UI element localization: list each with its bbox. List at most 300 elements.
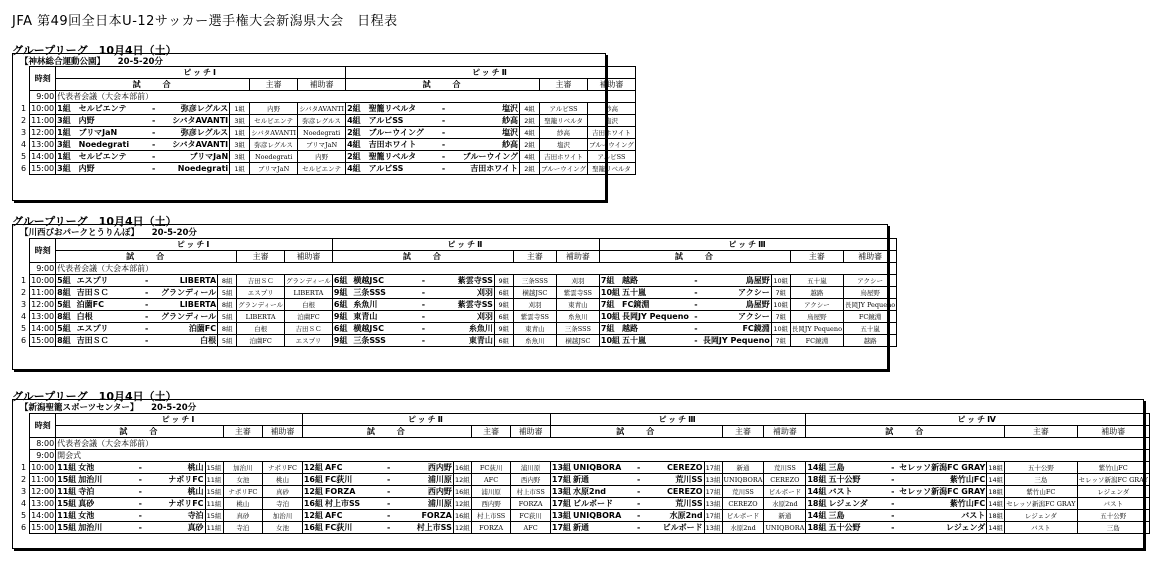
match-header: 試 合	[346, 79, 540, 91]
referee-team: 五十嵐	[790, 275, 843, 287]
referee-group: 13組	[705, 499, 721, 508]
referee-team: 鳥屋野	[790, 311, 843, 323]
assistant-team: 横越JSC	[556, 335, 599, 347]
away-team: 紫雲寺SS	[429, 299, 494, 311]
home-team: 吉田ＳＣ	[76, 287, 141, 299]
group-label: 14組	[807, 510, 827, 520]
referee-team: CEREZO	[722, 498, 764, 510]
home-team: 五十公野	[827, 474, 887, 486]
group-label: 9組	[332, 335, 352, 347]
away-team: 塩沢	[450, 127, 520, 139]
referee-group: 1組	[230, 163, 250, 175]
note-text: 代表者会議（大会本部前）	[56, 438, 1150, 450]
home-team: 水原2nd	[572, 486, 633, 498]
referee-group: 8組	[218, 299, 237, 311]
table-row	[20, 127, 635, 139]
referee-team: 村上市SS	[471, 510, 511, 522]
referee-team: 浦川原	[471, 486, 511, 498]
versus-dash: -	[438, 115, 450, 127]
referee-team: 内野	[250, 103, 298, 115]
away-team: 桃山	[146, 486, 205, 498]
referee-group: 2組	[520, 139, 540, 151]
group-label: 15組	[57, 474, 77, 484]
assistant-header: 補助審	[511, 426, 551, 438]
away-team: 紫竹山FC	[898, 498, 987, 510]
time-header: 時刻	[30, 67, 56, 91]
versus-dash: -	[690, 311, 702, 323]
referee-header: 主審	[790, 251, 843, 263]
group-label: 5組	[56, 275, 76, 287]
time-header: 時刻	[30, 239, 56, 263]
home-team: 横越JSC	[352, 323, 417, 335]
versus-dash: -	[417, 299, 429, 311]
versus-dash: -	[148, 163, 160, 175]
referee-group: 12組	[454, 523, 470, 532]
group-label: 1組	[56, 103, 78, 115]
pitch-header: ピッチⅠ	[56, 67, 346, 79]
kickoff-time: 14:00	[31, 323, 55, 333]
versus-dash: -	[135, 474, 146, 486]
group-label: 16組	[303, 474, 323, 484]
away-team: シバタAVANTI	[160, 139, 230, 151]
versus-dash: -	[887, 522, 898, 534]
group-label: 16組	[303, 522, 323, 532]
versus-dash: -	[633, 462, 644, 474]
away-team: 紫竹山FC	[898, 474, 987, 486]
row-number: 5	[20, 323, 30, 335]
versus-dash: -	[135, 510, 146, 522]
referee-group: 4組	[520, 103, 540, 115]
referee-group: 9組	[494, 275, 513, 287]
away-team: ブルーウイング	[450, 151, 520, 163]
referee-group: 5組	[218, 287, 237, 299]
table-row	[20, 103, 635, 115]
pitch-header: ピッチⅢ	[599, 239, 896, 251]
versus-dash: -	[141, 335, 153, 347]
pitch-header: ピッチⅡ	[346, 67, 636, 79]
row-number: 3	[20, 299, 30, 311]
assistant-header: 補助審	[843, 251, 896, 263]
assistant-team: ブリマJaN	[298, 139, 346, 151]
referee-team: 弥彦レグルス	[250, 139, 298, 151]
referee-group: 11組	[206, 523, 222, 532]
home-team: FC荻川	[324, 522, 383, 534]
away-team: レジェンダ	[898, 522, 987, 534]
away-team: 紫雲寺SS	[429, 275, 494, 287]
group-label: 8組	[56, 335, 76, 347]
group-label: 8組	[56, 287, 76, 299]
home-team: 真砂	[77, 498, 135, 510]
pitch-header: ピッチⅡ	[302, 414, 550, 426]
kickoff-time: 11:00	[31, 115, 55, 125]
home-team: UNIQBORA	[572, 462, 633, 474]
home-team: 五十公野	[827, 522, 887, 534]
group-label: 9組	[332, 311, 352, 323]
home-team: 三島	[827, 510, 887, 522]
referee-group: 10組	[771, 323, 790, 335]
home-team: アルビSS	[368, 163, 438, 175]
versus-dash: -	[690, 299, 702, 311]
referee-team: 寺泊	[223, 522, 263, 534]
assistant-team: 鳥屋野	[843, 287, 896, 299]
versus-dash: -	[438, 127, 450, 139]
away-team: 泊薗FC	[153, 323, 218, 335]
away-team: ビルボード	[644, 522, 704, 534]
group-title: グループリーグ 10月4日（土）	[12, 215, 177, 228]
table-row	[20, 335, 897, 347]
group-label: 6組	[332, 323, 352, 335]
referee-team: 泊薗FC	[237, 335, 285, 347]
referee-group: 15組	[206, 511, 222, 520]
home-team: FC荻川	[324, 474, 383, 486]
referee-group: 17組	[705, 463, 721, 472]
versus-dash: -	[135, 462, 146, 474]
referee-group: 6組	[494, 311, 513, 323]
group-label: 6組	[332, 299, 352, 311]
referee-team: 紗高	[540, 127, 588, 139]
away-team: 長岡JY Pequeno	[702, 335, 770, 345]
row-number: 1	[20, 275, 30, 287]
referee-team: エスプリ	[237, 287, 285, 299]
referee-team: アルビSS	[540, 103, 588, 115]
versus-dash: -	[141, 287, 153, 299]
assistant-team: 吉田ホワイト	[587, 127, 635, 139]
group-label: 12組	[303, 510, 323, 520]
assistant-team: 泊薗FC	[285, 311, 333, 323]
referee-header: 主審	[237, 251, 285, 263]
assistant-team: セレッソ新潟FC GRAY	[1078, 475, 1148, 484]
table-row	[20, 151, 635, 163]
kickoff-time: 12:00	[31, 299, 55, 309]
home-team: 聖籠リベルタ	[368, 151, 438, 163]
home-team: 聖籠リベルタ	[368, 103, 438, 115]
away-team: アクシー	[702, 287, 771, 299]
assistant-team: 荒川SS	[764, 462, 806, 474]
group-title: グループリーグ 10月4日（土）	[12, 44, 177, 57]
versus-dash: -	[887, 462, 898, 474]
versus-dash: -	[438, 151, 450, 163]
pitch-header: ピッチⅢ	[550, 414, 805, 426]
referee-team: 東青山	[513, 323, 556, 335]
table-row	[20, 323, 897, 335]
referee-team: FC荻川	[471, 462, 511, 474]
assistant-team: 桃山	[263, 474, 303, 486]
group-label: 3組	[56, 139, 78, 151]
versus-dash: -	[141, 275, 153, 287]
kickoff-time: 11:00	[31, 474, 55, 484]
away-team: 紗高	[450, 139, 520, 151]
versus-dash: -	[633, 522, 644, 534]
assistant-team: 水原2nd	[764, 498, 806, 510]
away-team: 塩沢	[450, 103, 520, 115]
referee-group: 17組	[705, 487, 721, 496]
referee-group: 14組	[988, 475, 1004, 484]
home-team: AFC	[324, 510, 383, 522]
row-number: 2	[20, 287, 30, 299]
versus-dash: -	[383, 462, 394, 474]
assistant-team: 三島	[1077, 522, 1150, 534]
assistant-header: 補助審	[263, 426, 303, 438]
home-team: セルビエンテ	[78, 151, 148, 163]
schedule-table	[20, 413, 1150, 534]
assistant-team: CEREZO	[764, 474, 806, 486]
versus-dash: -	[383, 510, 394, 522]
group-label: 12組	[303, 462, 323, 472]
row-number	[20, 263, 30, 275]
note-time: 9:00	[30, 91, 56, 103]
versus-dash: -	[690, 287, 702, 299]
match-header: 試 合	[599, 251, 790, 263]
group-label: 16組	[303, 498, 323, 508]
referee-team: バスト	[1005, 522, 1077, 534]
kickoff-time: 12:00	[31, 127, 55, 137]
group-label: 15組	[57, 498, 77, 508]
note-time: 8:00	[30, 438, 56, 450]
away-team: 村上市SS	[394, 522, 453, 534]
referee-group: 5組	[218, 335, 237, 347]
versus-dash: -	[141, 323, 153, 335]
home-team: ブルーウイング	[368, 127, 438, 139]
referee-group: 10組	[771, 299, 790, 311]
referee-team: ナポリFC	[223, 486, 263, 498]
away-team: 鳥屋野	[702, 275, 771, 287]
versus-dash: -	[148, 151, 160, 163]
referee-group: 15組	[206, 487, 222, 496]
versus-dash: -	[148, 103, 160, 115]
group-label: 10組	[600, 287, 621, 297]
referee-group: 4組	[520, 127, 540, 139]
referee-group: 18組	[988, 463, 1004, 472]
referee-team: ブリマJaN	[250, 163, 298, 175]
home-team: 吉田ＳＣ	[76, 335, 141, 347]
assistant-team: シバタAVANTI	[299, 104, 345, 113]
page-title: JFA 第49回全日本U-12サッカー選手権大会新潟県大会 日程表	[12, 14, 398, 29]
assistant-team: 弥彦レグルス	[298, 115, 346, 127]
referee-team: FC鏡淵	[790, 335, 843, 347]
versus-dash: -	[383, 474, 394, 486]
group-label: 13組	[551, 486, 572, 496]
away-team: ナポリFC	[146, 474, 205, 486]
kickoff-time: 15:00	[31, 335, 55, 345]
versus-dash: -	[438, 139, 450, 151]
assistant-header: 補助審	[1077, 426, 1150, 438]
referee-header: 主審	[250, 79, 298, 91]
referee-team: 紫竹山FC	[1005, 486, 1077, 498]
referee-team: 荒川SS	[722, 486, 764, 498]
row-number: 6	[20, 522, 30, 534]
versus-dash: -	[148, 139, 160, 151]
group-label: 18組	[807, 522, 827, 532]
away-team: FORZA	[394, 510, 453, 522]
versus-dash: -	[690, 323, 702, 335]
schedule-table	[20, 66, 636, 175]
home-team: 横越JSC	[352, 275, 417, 287]
note-time: 9:00	[30, 450, 56, 462]
home-team: 三条SSS	[352, 335, 417, 347]
away-team: 西内野	[394, 462, 453, 474]
table-row	[20, 462, 1150, 474]
referee-group: 2組	[520, 115, 540, 127]
pitch-header: ピッチⅠ	[56, 239, 333, 251]
group-label: 13組	[551, 462, 572, 472]
row-number: 6	[20, 335, 30, 347]
away-team: 浦川原	[394, 474, 453, 486]
referee-group: 6組	[494, 335, 513, 347]
assistant-team: 東青山	[556, 299, 599, 311]
table-row	[20, 163, 635, 175]
table-row	[20, 510, 1150, 522]
assistant-team: FC荻川	[511, 510, 551, 522]
referee-group: 8組	[218, 323, 237, 335]
referee-team: 西内野	[471, 498, 511, 510]
corner-cell	[20, 414, 30, 438]
referee-group: 9組	[494, 299, 513, 311]
referee-group: 3組	[230, 139, 250, 151]
versus-dash: -	[383, 522, 394, 534]
referee-group: 7組	[771, 311, 790, 323]
referee-group: 2組	[520, 163, 540, 175]
match-duration: 20-5-20分	[100, 57, 163, 67]
venue-name: 【神林総合運動公園】	[20, 57, 101, 67]
group-label: 10組	[600, 311, 621, 321]
kickoff-time: 13:00	[31, 498, 55, 508]
pitch-header: ピッチⅡ	[332, 239, 599, 251]
home-team: 女池	[77, 510, 135, 522]
away-team: 桃山	[146, 462, 205, 474]
referee-group: 8組	[218, 275, 237, 287]
referee-group: 16組	[454, 487, 470, 496]
group-label: 6組	[332, 275, 352, 287]
referee-team: セレッソ新潟FC GRAY	[1006, 499, 1076, 508]
versus-dash: -	[690, 335, 702, 347]
versus-dash: -	[135, 522, 146, 534]
referee-group: 7組	[771, 287, 790, 299]
versus-dash: -	[383, 486, 394, 498]
home-team: 三島	[827, 462, 887, 474]
match-header: 試 合	[56, 251, 237, 263]
match-duration: 20-5-20分	[134, 228, 197, 238]
group-label: 4組	[346, 115, 368, 127]
home-team: 吉田ホワイト	[368, 139, 438, 151]
referee-header: 主審	[722, 426, 764, 438]
assistant-team: 長岡JY Pequeno	[844, 300, 896, 309]
table-row	[20, 275, 897, 287]
assistant-team: UNIQBORA	[765, 523, 805, 532]
row-number: 1	[20, 462, 30, 474]
versus-dash: -	[633, 474, 644, 486]
row-number: 5	[20, 151, 30, 163]
versus-dash: -	[438, 163, 450, 175]
assistant-team: 女池	[263, 522, 303, 534]
home-team: 泊薗FC	[76, 299, 141, 311]
away-team: アクシー	[702, 311, 771, 323]
home-team: ブリマJaN	[78, 127, 148, 139]
referee-group: 15組	[206, 463, 222, 472]
assistant-team: 浦川原	[511, 462, 551, 474]
schedule-table	[20, 238, 897, 347]
referee-team: 塩沢	[540, 139, 588, 151]
versus-dash: -	[887, 510, 898, 522]
match-header: 試 合	[302, 426, 471, 438]
referee-team: 水原2nd	[722, 522, 764, 534]
referee-team: 白根	[237, 323, 285, 335]
referee-team: 桃山	[223, 498, 263, 510]
home-team: 五十嵐	[621, 287, 690, 299]
versus-dash: -	[417, 335, 429, 347]
away-team: 刈羽	[429, 311, 494, 323]
versus-dash: -	[141, 299, 153, 311]
assistant-team: エスプリ	[285, 335, 333, 347]
referee-group: 1組	[230, 127, 250, 139]
assistant-team: LIBERTA	[285, 287, 333, 299]
match-duration: 20-5-20分	[134, 403, 197, 413]
away-team: セレッソ新潟FC GRAY	[899, 486, 986, 496]
assistant-team: 塩沢	[587, 115, 635, 127]
referee-team: FORZA	[471, 522, 511, 534]
referee-group: 16組	[454, 511, 470, 520]
assistant-team: 真砂	[263, 486, 303, 498]
kickoff-time: 13:00	[31, 311, 55, 321]
referee-header: 主審	[223, 426, 263, 438]
home-team: 内野	[78, 115, 148, 127]
home-team: セルビエンテ	[78, 103, 148, 115]
away-team: グランディール	[153, 287, 218, 299]
home-team: 越路	[621, 275, 690, 287]
away-team: 糸魚川	[429, 323, 494, 335]
row-number	[20, 450, 30, 462]
away-team: 西内野	[394, 486, 453, 498]
home-team: 糸魚川	[352, 299, 417, 311]
assistant-team: 三条SSS	[556, 323, 599, 335]
match-header: 試 合	[56, 79, 250, 91]
row-number: 5	[20, 510, 30, 522]
group-label: 7組	[599, 323, 621, 335]
group-label: 15組	[57, 522, 77, 532]
versus-dash: -	[135, 486, 146, 498]
kickoff-time: 14:00	[31, 510, 55, 520]
group-label: 9組	[332, 287, 352, 299]
referee-team: シバタAVANTI	[251, 128, 297, 137]
referee-team: ビルボード	[722, 510, 764, 522]
table-row	[20, 486, 1150, 498]
group-label: 12組	[303, 486, 323, 496]
home-team: 加治川	[77, 474, 135, 486]
referee-group: 13組	[705, 523, 721, 532]
assistant-team: 五十公野	[1077, 510, 1150, 522]
row-number: 4	[20, 311, 30, 323]
match-header: 試 合	[550, 426, 722, 438]
away-team: LIBERTA	[153, 299, 218, 311]
versus-dash: -	[633, 486, 644, 498]
table-row	[20, 287, 897, 299]
group-label: 10組	[600, 335, 621, 345]
group-label: 5組	[56, 299, 76, 311]
home-team: エスプリ	[76, 323, 141, 335]
referee-team: UNIQBORA	[723, 475, 763, 484]
assistant-team: 吉田ＳＣ	[285, 323, 333, 335]
assistant-header: 補助審	[764, 426, 806, 438]
group-label: 18組	[807, 474, 827, 484]
referee-team: 越路	[790, 287, 843, 299]
group-label: 7組	[599, 275, 621, 287]
referee-group: 6組	[494, 287, 513, 299]
note-text: 代表者会議（大会本部前）	[56, 263, 897, 275]
pitch-header: ピッチⅣ	[806, 414, 1150, 426]
away-team: ブリマJaN	[160, 151, 230, 163]
referee-team: 新通	[722, 462, 764, 474]
group-label: 14組	[807, 462, 827, 472]
group-label: 4組	[346, 163, 368, 175]
